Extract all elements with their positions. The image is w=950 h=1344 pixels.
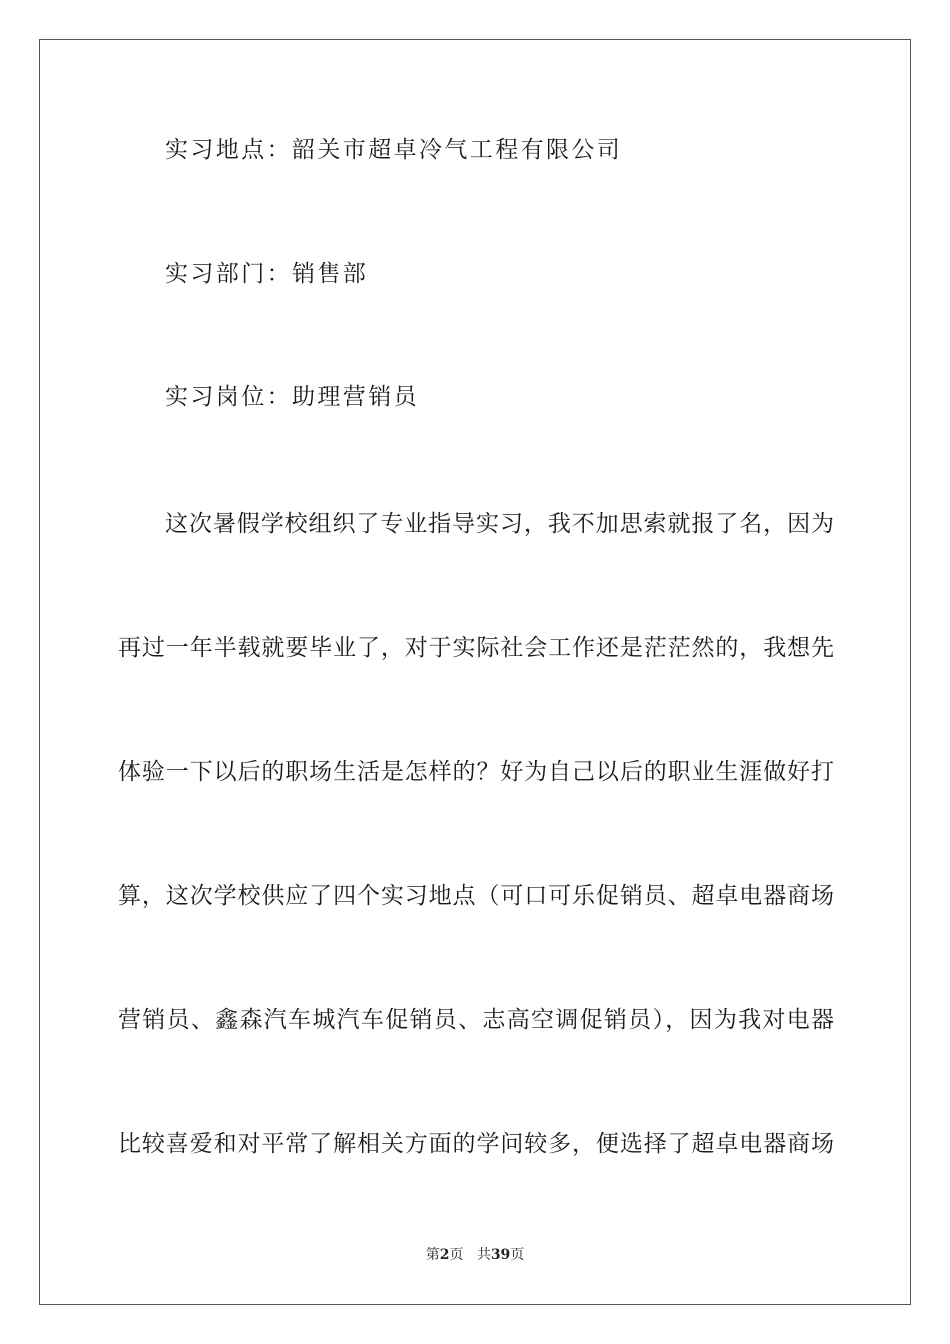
paragraph-line-1: 这次暑假学校组织了专业指导实习，我不加思索就报了名，因为 <box>165 511 834 537</box>
info-department: 实习部门：销售部 <box>165 261 369 287</box>
info-location: 实习地点：韶关市超卓冷气工程有限公司 <box>165 137 623 163</box>
footer-total-pages: 39 <box>490 1247 511 1263</box>
info-position: 实习岗位：助理营销员 <box>165 384 419 410</box>
paragraph-line-2: 再过一年半载就要毕业了，对于实际社会工作还是茫茫然的，我想先 <box>118 635 834 661</box>
footer-page-suffix: 页 <box>449 1247 464 1263</box>
paragraph-line-5: 营销员、鑫森汽车城汽车促销员、志高空调促销员），因为我对电器 <box>118 1007 834 1033</box>
footer-total-prefix: 共 <box>476 1247 491 1263</box>
footer-total-suffix: 页 <box>510 1247 525 1263</box>
paragraph-line-6: 比较喜爱和对平常了解相关方面的学问较多，便选择了超卓电器商场 <box>118 1131 834 1157</box>
page-footer <box>0 1246 950 1264</box>
paragraph-line-4: 算，这次学校供应了四个实习地点（可口可乐促销员、超卓电器商场 <box>118 883 834 909</box>
paragraph-line-3: 体验一下以后的职场生活是怎样的？好为自己以后的职业生涯做好打 <box>118 759 834 785</box>
footer-page-prefix: 第 <box>425 1247 440 1263</box>
footer-page-number: 2 <box>439 1247 450 1263</box>
page-frame <box>39 39 911 1305</box>
